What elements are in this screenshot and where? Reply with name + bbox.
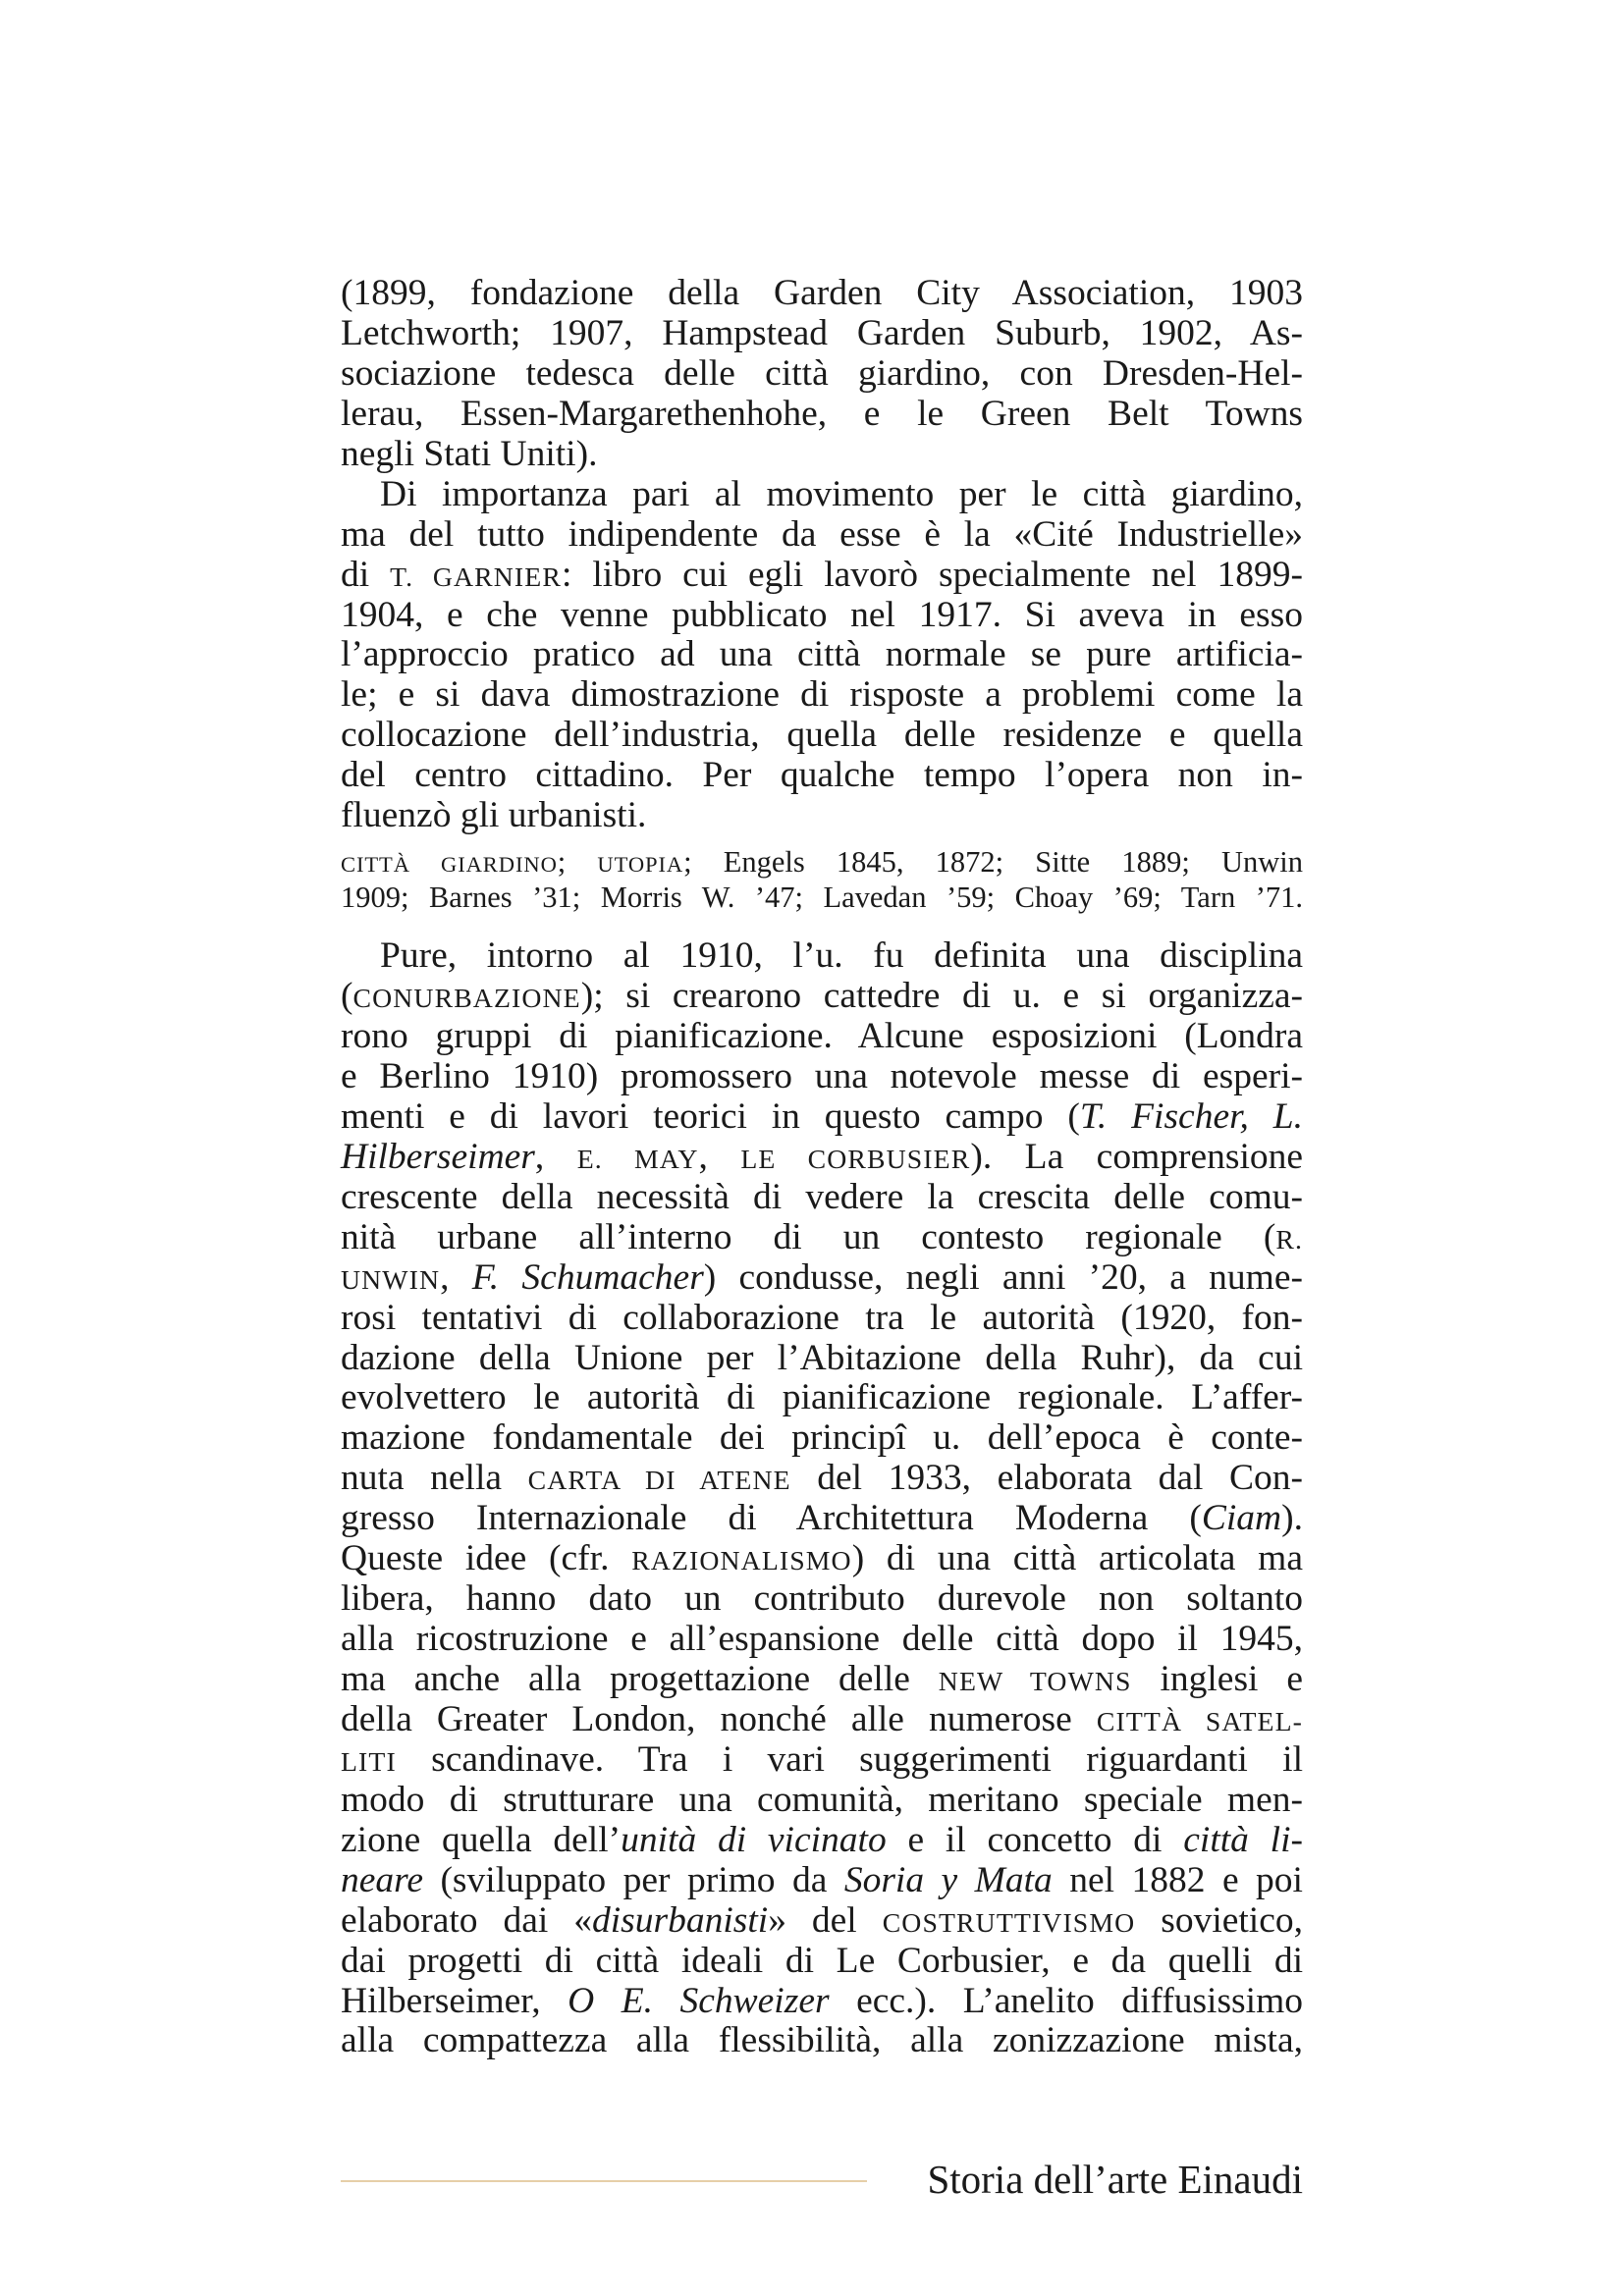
text-run: ecc.). L’anelito diffusissimo [829,1980,1303,2021]
text-line: dai progetti di città ideali di Le Corbusier, e da quelli di [341,1940,1303,1981]
text-line: Pure, intorno al 1910, l’u. fu definita una disciplina [380,935,1303,977]
cross-reference: LITI [341,1746,397,1778]
text-line [341,1982,1303,2022]
text-run: » del [768,1899,883,1941]
text-run: (sviluppato per primo da [423,1859,844,1900]
italic-name: Soria y Mata [843,1859,1053,1900]
text-line: ma del tutto indipendente da esse è la «Cité Industrielle» [341,513,1303,555]
text-line: (1899, fondazione della Garden City Association, 1903 [341,273,1303,313]
text-line: alla ricostruzione e all’espansione delle città dopo il 1945, [341,1619,1303,1660]
text-line: libera, hanno dato un contributo durevole non soltanto [341,1578,1303,1620]
text-run: ) condusse, negli anni ’20, a nume- [703,1256,1303,1298]
text-line [341,1097,1303,1138]
text-run: nità urbane all’interno di un contesto regionale ( [341,1216,1276,1257]
text-line [341,1258,1303,1299]
cross-reference: CITTÀ GIARDINO [341,852,558,878]
text-line: lerau, Essen-Margarethenhohe, e le Green Belt Towns [341,393,1303,434]
text-line: rosi tentativi di collaborazione tra le autorità (1920, fon- [341,1297,1303,1338]
cross-reference: CARTA DI ATENE [527,1466,791,1497]
footer-title: Storia dell’arte Einaudi [927,2157,1303,2202]
text-line [341,1740,1303,1781]
cross-reference: LE CORBUSIER [740,1144,971,1175]
text-run: ; Engels 1845, 1872; Sitte 1889; Unwin [683,845,1303,880]
text-line [341,977,1303,1017]
text-run: della Greater London, nonché alle numerose [341,1698,1097,1739]
text-line: le; e si dava dimostrazione di risposte a problemi come la [341,674,1303,716]
text-line: collocazione dell’industria, quella delle residenze e quella [341,715,1303,756]
text-run: , [440,1256,472,1298]
text-line: e Berlino 1910) promossero una notevole messe di esperi- [341,1055,1303,1096]
text-line: Letchworth; 1907, Hampstead Garden Suburb, 1902, As- [341,312,1303,353]
text-run: e il concetto di [886,1819,1184,1860]
text-line: negli Stati Uniti). [341,433,598,474]
reference-line: 1909; Barnes ’31; Morris W. ’47; Lavedan ’59; Choay ’69; Tarn ’71. [341,881,1303,915]
paragraph-urbanism-discipline [341,936,1303,2061]
text-line [341,556,1303,596]
text-run: , [534,1136,577,1177]
text-run: di [341,554,391,595]
text-line [341,1861,1303,1901]
text-run: gresso Internazionale di Architettura Moderna ( [341,1498,1202,1539]
text-line: alla compattezza alla flessibilità, alla zonizzazione mista, [341,2020,1303,2061]
text-run: : libro cui egli lavorò specialmente nel 1899- [561,554,1303,595]
cross-reference: R. [1275,1224,1303,1255]
italic-term: neare [341,1859,423,1900]
text-run: Hilberseimer, [341,1980,568,2021]
cross-reference: COSTRUTTIVISMO [882,1907,1136,1939]
text-run: sovietico, [1135,1899,1303,1941]
text-run: ( [341,976,353,1017]
text-run: zione quella dell’ [341,1819,622,1860]
text-line: Di importanza pari al movimento per le città giardino, [380,473,1303,514]
text-line [341,1138,1303,1178]
text-run: elaborato dai « [341,1899,592,1941]
text-line [341,1499,1303,1539]
footer-rule [341,2180,867,2182]
cross-reference: RAZIONALISMO [631,1546,852,1577]
text-line: fluenzò gli urbanisti. [341,795,647,836]
text-run: menti e di lavori teorici in questo campo ( [341,1095,1080,1137]
cross-reference: UNWIN [341,1264,441,1296]
text-line: crescente della necessità di vedere la crescita delle comu- [341,1176,1303,1217]
text-run: inglesi e [1131,1659,1304,1699]
italic-term: unità di vicinato [621,1819,887,1860]
text-line: evolvettero le autorità di pianificazione regionale. L’affer- [341,1377,1303,1418]
text-run: scandinave. Tra i vari suggerimenti riguardanti il [396,1738,1303,1780]
text-run: , [698,1136,741,1177]
text-run: del 1933, elaborata dal Con- [790,1458,1303,1499]
paragraph-garden-city-dates [341,274,1303,475]
text-line: 1904, e che venne pubblicato nel 1917. Si aveva in esso [341,594,1303,635]
text-line: del centro cittadino. Per qualche tempo l’opera non in- [341,755,1303,796]
cross-reference: CONURBAZIONE [352,984,581,1015]
text-line [341,1901,1303,1942]
cross-reference: E. MAY [576,1144,699,1175]
text-run: ); si crearono cattedre di u. e si organizza- [580,976,1303,1017]
italic-name: Ciam [1201,1498,1282,1539]
text-line: rono gruppi di pianificazione. Alcune esposizioni (Londra [341,1016,1303,1056]
text-line: mazione fondamentale dei principî u. dell’epoca è conte- [341,1417,1303,1459]
text-run: nel 1882 e poi [1052,1859,1303,1900]
bibliography-references [341,844,1303,915]
paragraph-cite-industrielle [341,475,1303,836]
italic-term: disurbanisti [591,1899,769,1941]
italic-name: O E. Schweizer [568,1980,830,2021]
italic-term: città li- [1183,1819,1303,1860]
italic-name: Hilberseimer [341,1136,535,1177]
text-run: ma anche alla progettazione delle [341,1659,939,1699]
text-run: ). [1281,1498,1303,1539]
text-line [341,1700,1303,1740]
text-line [341,1218,1303,1258]
text-run: nuta nella [341,1458,528,1499]
text-line: dazione della Unione per l’Abitazione della Ruhr), da cui [341,1337,1303,1378]
text-run: ; [557,845,598,880]
text-line [341,1539,1303,1579]
cross-reference: NEW TOWNS [938,1667,1132,1697]
italic-name: F. Schumacher [471,1256,704,1298]
cross-reference: T. GARNIER [390,561,562,593]
reference-line [341,844,1303,880]
text-line: modo di strutturare una comunità, meritano speciale men- [341,1779,1303,1820]
text-run: ) di una città articolata ma [851,1538,1303,1579]
text-block [341,274,1303,2061]
text-line: l’approccio pratico ad una città normale se pure artificia- [341,634,1303,675]
text-line: sociazione tedesca delle città giardino, con Dresden-Hel- [341,352,1303,394]
text-line [341,1660,1303,1700]
cross-reference: CITTÀ SATEL- [1096,1706,1303,1737]
text-run: ). La comprensione [970,1136,1304,1177]
cross-reference: UTOPIA [597,852,684,878]
text-line [341,1821,1303,1861]
italic-name: T. Fischer, L. [1079,1095,1303,1137]
text-run: Queste idee (cfr. [341,1538,632,1579]
text-line [341,1459,1303,1499]
